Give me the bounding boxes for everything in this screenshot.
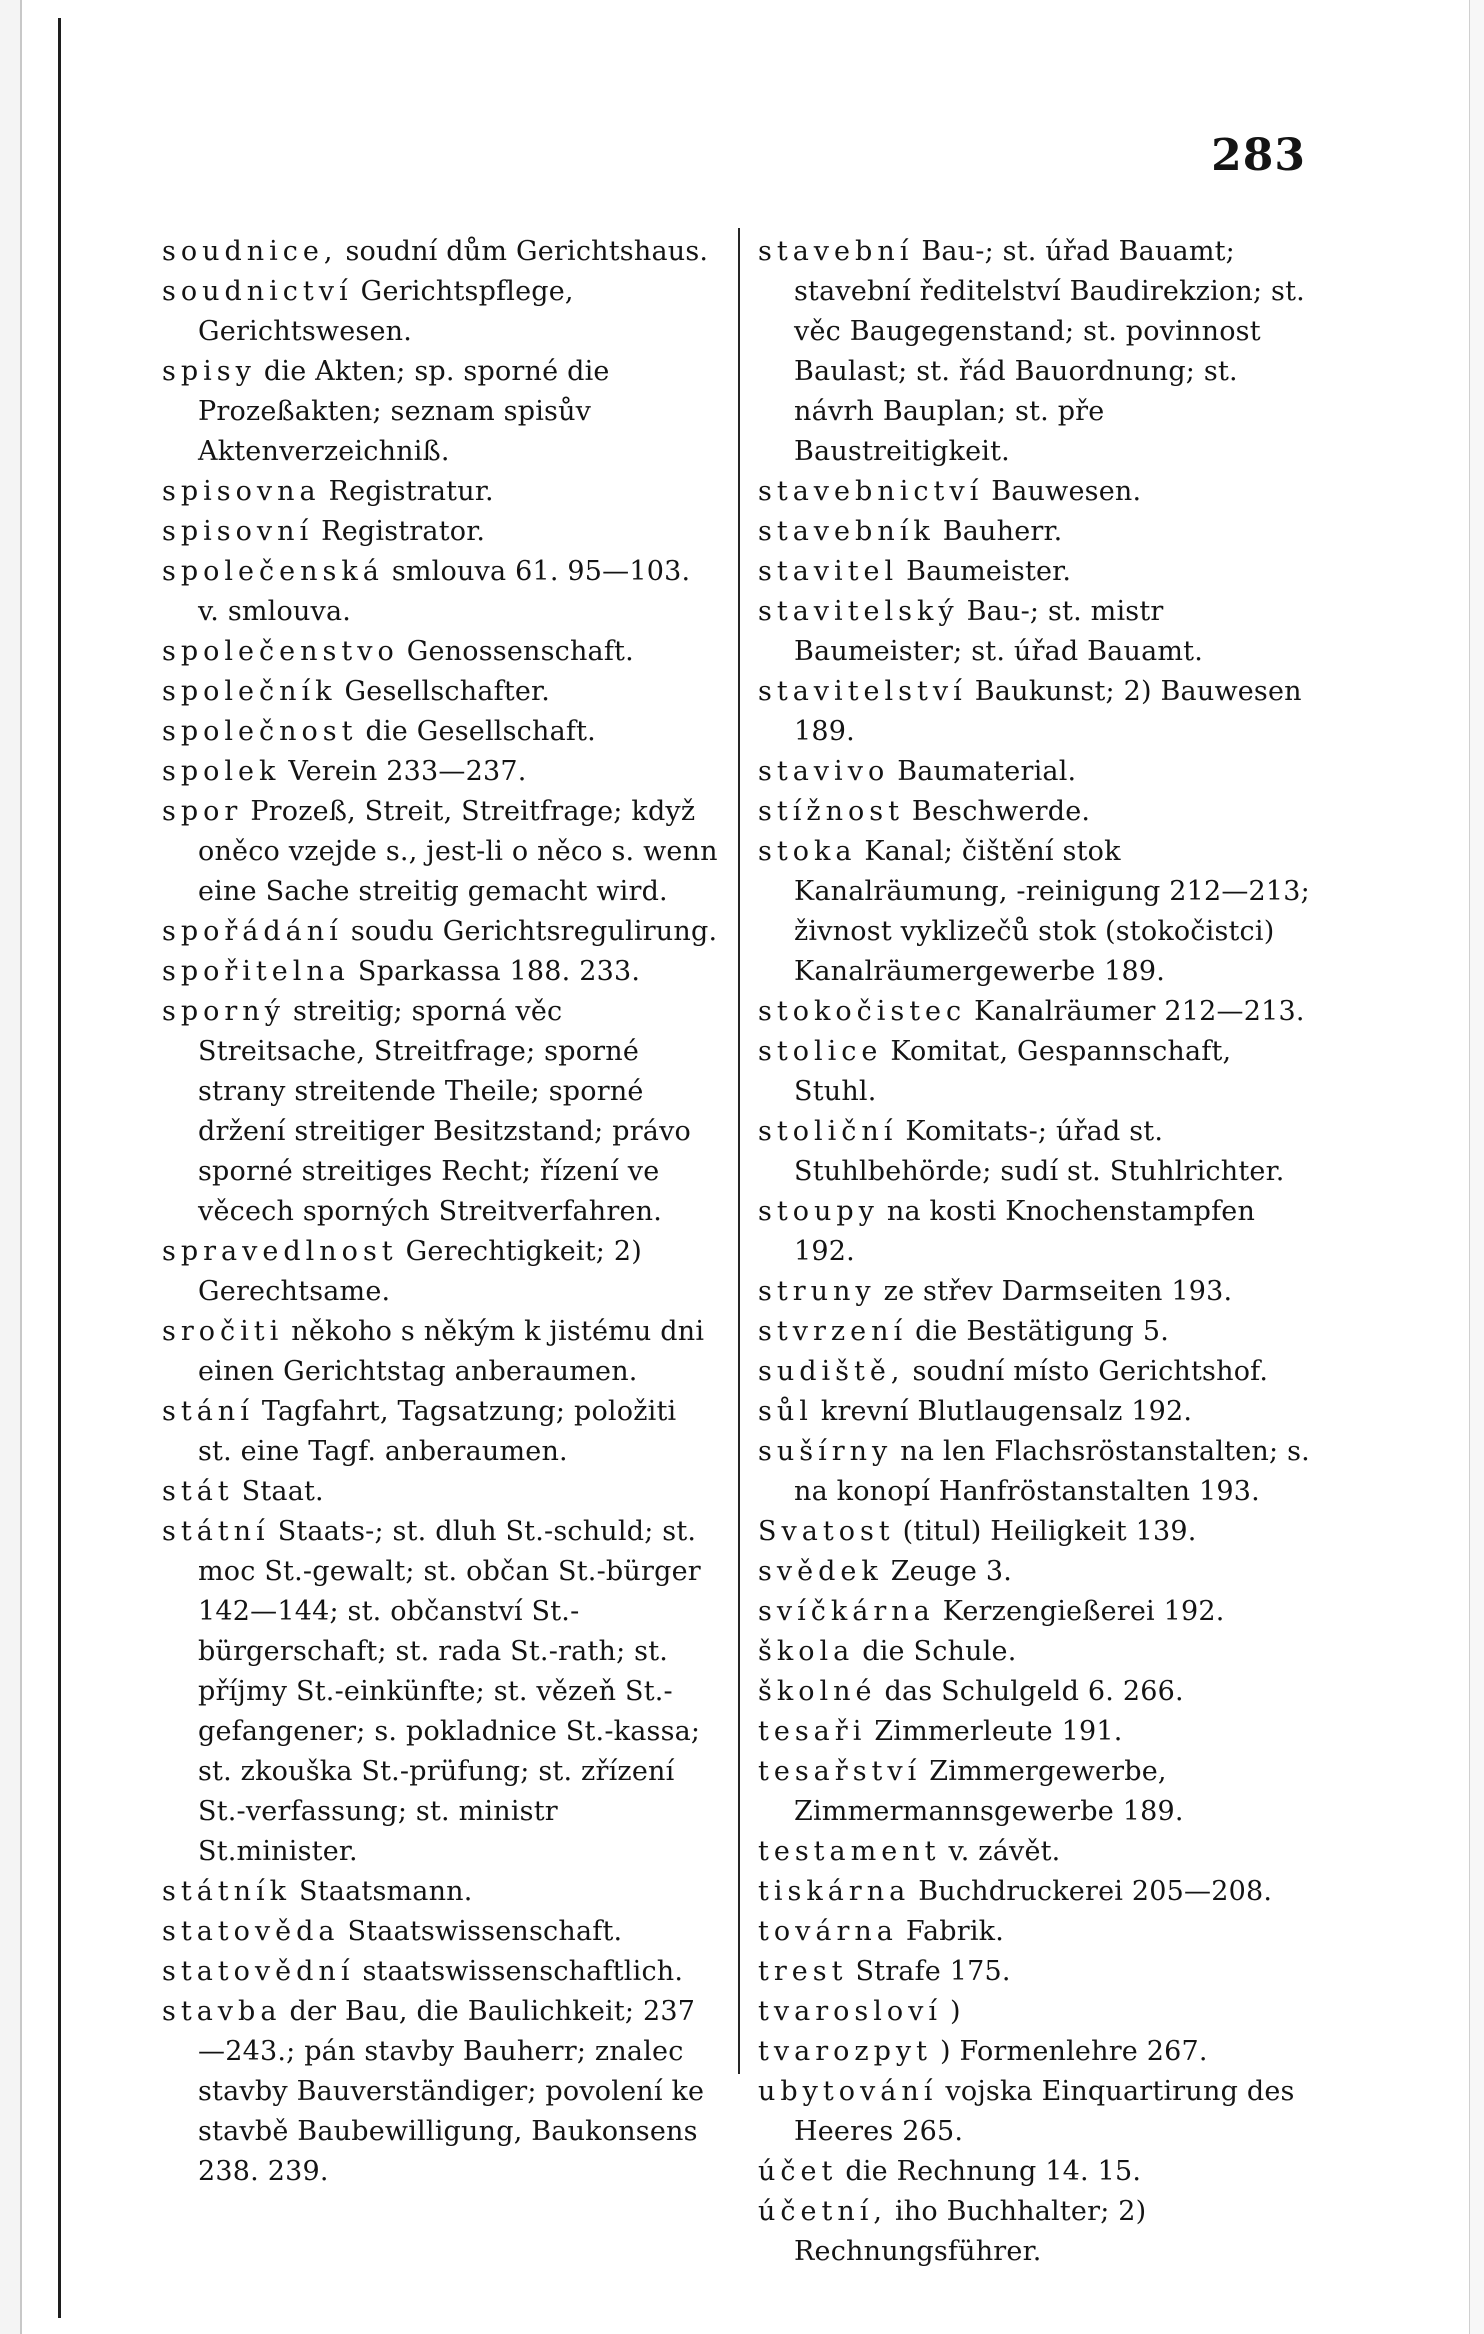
entry-headword: spisovní <box>162 516 314 547</box>
entry-gloss: Zimmergewerbe, Zimmermannsgewerbe 189. <box>794 1756 1184 1827</box>
entry-gloss: Baukunst; 2) Bauwesen 189. <box>794 676 1302 747</box>
entry-gloss: ) <box>950 1996 961 2027</box>
entry-headword: stavba <box>162 1996 282 2027</box>
entry-headword: spořádání <box>162 916 343 947</box>
entry-headword: tesaři <box>758 1716 867 1747</box>
entry-headword: stavitel <box>758 556 899 587</box>
entry-gloss: die Akten; sp. sporné die Prozeßakten; seznam spisův Aktenverzeichniß. <box>198 356 610 467</box>
entry-headword: spisy <box>162 356 256 387</box>
entry-gloss: Bau-; st. mistr Baumeister; st. úřad Bauamt. <box>794 596 1204 667</box>
dictionary-entry <box>758 672 1314 752</box>
entry-headword: spor <box>162 796 243 827</box>
entry-headword: stavitelství <box>758 676 967 707</box>
entry-gloss: die Bestätigung 5. <box>915 1316 1169 1347</box>
dictionary-entry <box>162 352 718 472</box>
dictionary-entry <box>758 2152 1314 2192</box>
entry-headword: statověda <box>162 1916 340 1947</box>
entry-headword: tesařství <box>758 1756 922 1787</box>
dictionary-entry <box>758 1752 1314 1832</box>
dictionary-entry <box>758 232 1314 472</box>
entry-headword: stavebník <box>758 516 935 547</box>
entry-gloss: Beschwerde. <box>911 796 1091 827</box>
entry-headword: sročiti <box>162 1316 284 1347</box>
dictionary-entry <box>758 1392 1314 1432</box>
entry-gloss: Gerechtigkeit; 2) Gerechtsame. <box>198 1236 642 1307</box>
entry-gloss: Tagfahrt, Tagsatzung; položiti st. eine Tagf. anberaumen. <box>198 1396 677 1467</box>
dictionary-entry <box>758 792 1314 832</box>
entry-gloss: Gesellschafter. <box>344 676 550 707</box>
dictionary-entry <box>758 1272 1314 1312</box>
entry-headword: ubytování <box>758 2076 938 2107</box>
entry-headword: škola <box>758 1636 855 1667</box>
dictionary-entry <box>162 1392 718 1472</box>
entry-gloss: Buchdruckerei 205—208. <box>918 1876 1273 1907</box>
entry-gloss: staatswissenschaftlich. <box>362 1956 684 1987</box>
right-column <box>758 232 1314 2272</box>
dictionary-entry <box>758 1112 1314 1192</box>
dictionary-entry <box>758 1312 1314 1352</box>
entry-headword: stoka <box>758 836 857 867</box>
entry-gloss: Verein 233—237. <box>288 756 527 787</box>
dictionary-entry <box>758 1032 1314 1112</box>
dictionary-entry <box>758 472 1314 512</box>
entry-headword: stání <box>162 1396 254 1427</box>
entry-gloss: soudní místo Gerichtshof. <box>912 1356 1269 1387</box>
entry-gloss: Staatsmann. <box>299 1876 473 1907</box>
entry-gloss: na len Flachsröstanstalten; s. na konopí Hanfröstanstalten 193. <box>794 1436 1310 1507</box>
entry-gloss: ze střev Darmseiten 193. <box>883 1276 1233 1307</box>
entry-headword: stoupy <box>758 1196 879 1227</box>
entry-headword: sudiště, <box>758 1356 905 1387</box>
left-column <box>162 232 718 2192</box>
entry-gloss: ) Formenlehre 267. <box>939 2036 1208 2067</box>
entry-headword: soudnictví <box>162 276 353 307</box>
dictionary-entry <box>758 2192 1314 2272</box>
entry-headword: tvarosloví <box>758 1996 942 2027</box>
dictionary-entry <box>162 552 718 632</box>
dictionary-entry <box>758 1352 1314 1392</box>
entry-headword: stavební <box>758 236 914 267</box>
entry-gloss: Zeuge 3. <box>890 1556 1013 1587</box>
entry-headword: společenstvo <box>162 636 399 667</box>
dictionary-entry <box>758 1432 1314 1512</box>
entry-gloss: Genossenschaft. <box>406 636 634 667</box>
entry-gloss: Komitat, Gespannschaft, Stuhl. <box>794 1036 1232 1107</box>
entry-headword: sušírny <box>758 1436 893 1467</box>
entry-headword: stát <box>162 1476 234 1507</box>
entry-headword: svědek <box>758 1556 883 1587</box>
entry-headword: trest <box>758 1956 848 1987</box>
dictionary-entry <box>758 1952 1314 1992</box>
entry-gloss: streitig; sporná věc Streitsache, Streitfrage; sporné strany streitende Theile; sporné držení streitiger Besitzstand; právo sporné streitiges Recht; řízení ve věcech sporných Streitverfahren. <box>198 996 692 1227</box>
margin-rule <box>58 18 61 2318</box>
dictionary-entry <box>162 472 718 512</box>
dictionary-entry <box>758 552 1314 592</box>
entry-headword: společenská <box>162 556 384 587</box>
dictionary-entry <box>162 1312 718 1392</box>
entry-gloss: Registratur. <box>328 476 494 507</box>
entry-headword: stolice <box>758 1036 883 1067</box>
dictionary-entry <box>162 1992 718 2192</box>
entry-headword: spořitelna <box>162 956 350 987</box>
entry-gloss: die Rechnung 14. 15. <box>845 2156 1142 2187</box>
entry-gloss: Baumeister. <box>906 556 1072 587</box>
dictionary-entry <box>162 232 718 272</box>
entry-gloss: Kerzengießerei 192. <box>942 1596 1225 1627</box>
entry-gloss: vojska Einquartirung des Heeres 265. <box>794 2076 1295 2147</box>
dictionary-entry <box>162 1472 718 1512</box>
dictionary-entry <box>162 1912 718 1952</box>
dictionary-entry <box>758 592 1314 672</box>
entry-headword: stavivo <box>758 756 890 787</box>
dictionary-entry <box>162 672 718 712</box>
entry-headword: spolek <box>162 756 281 787</box>
entry-headword: stížnost <box>758 796 904 827</box>
entry-headword: spravedlnost <box>162 1236 398 1267</box>
entry-headword: statovědní <box>162 1956 355 1987</box>
entry-gloss: Bauherr. <box>942 516 1063 547</box>
dictionary-entry <box>162 912 718 952</box>
entry-gloss: Staatswissenschaft. <box>347 1916 623 1947</box>
entry-gloss: Staat. <box>241 1476 324 1507</box>
dictionary-entry <box>162 1872 718 1912</box>
entry-gloss: (titul) Heiligkeit 139. <box>902 1516 1197 1547</box>
entry-gloss: das Schulgeld 6. 266. <box>884 1676 1184 1707</box>
entry-headword: sůl <box>758 1396 813 1427</box>
dictionary-entry <box>758 1512 1314 1552</box>
entry-gloss: Prozeß, Streit, Streitfrage; když oněco vzejde s., jest-li o něco s. wenn eine Sache streitig gemacht wird. <box>198 796 718 907</box>
entry-headword: stoliční <box>758 1116 898 1147</box>
column-divider <box>738 228 740 2074</box>
entry-headword: tiskárna <box>758 1876 911 1907</box>
entry-headword: stokočistec <box>758 996 967 1027</box>
dictionary-entry <box>162 792 718 912</box>
entry-gloss: die Schule. <box>862 1636 1017 1667</box>
entry-gloss: Strafe 175. <box>855 1956 1011 1987</box>
entry-gloss: der Bau, die Baulichkeit; 237—243.; pán stavby Bauherr; znalec stavby Bauverständiger; povolení ke stavbě Baubewilligung, Baukonsens 238. 239. <box>198 1996 705 2187</box>
dictionary-entry <box>758 1712 1314 1752</box>
dictionary-entry <box>758 752 1314 792</box>
entry-headword: státní <box>162 1516 270 1547</box>
entry-headword: účetní, <box>758 2196 887 2227</box>
entry-headword: společník <box>162 676 337 707</box>
entry-headword: státník <box>162 1876 292 1907</box>
dictionary-entry <box>758 1912 1314 1952</box>
entry-gloss: smlouva 61. 95—103. v. smlouva. <box>198 556 691 627</box>
entry-gloss: iho Buchhalter; 2) Rechnungsführer. <box>794 2196 1147 2267</box>
dictionary-entry <box>162 512 718 552</box>
dictionary-entry <box>758 832 1314 992</box>
dictionary-entry <box>162 1952 718 1992</box>
dictionary-entry <box>162 272 718 352</box>
entry-headword: společnost <box>162 716 358 747</box>
dictionary-entry <box>758 512 1314 552</box>
entry-headword: účet <box>758 2156 838 2187</box>
dictionary-entry <box>162 752 718 792</box>
page-edge-right <box>1469 0 1484 2334</box>
entry-gloss: Kanalräumer 212—213. <box>974 996 1305 1027</box>
entry-gloss: Fabrik. <box>905 1916 1005 1947</box>
dictionary-entry <box>758 1552 1314 1592</box>
entry-headword: stavitelský <box>758 596 959 627</box>
entry-headword: struny <box>758 1276 876 1307</box>
dictionary-entry <box>162 712 718 752</box>
entry-headword: Svatost <box>758 1516 895 1547</box>
dictionary-entry <box>162 632 718 672</box>
entry-gloss: někoho s někým k jistému dni einen Gerichtstag anberaumen. <box>198 1316 705 1387</box>
page-number: 283 <box>1211 130 1306 181</box>
dictionary-entry <box>162 1512 718 1872</box>
entry-headword: továrna <box>758 1916 898 1947</box>
entry-headword: soudnice, <box>162 236 338 267</box>
entry-gloss: Staats-; st. dluh St.-schuld; st. moc St.-gewalt; st. občan St.-bürger 142—144; st. občanství St.-bürgerschaft; st. rada St.-rath; st. příjmy St.-einkünfte; st. vězeň St.-gefangener; s. pokladnice St.-kassa; st. zkouška St.-prüfung; st. zřízení St.-verfassung; st. ministr St.minister. <box>198 1516 701 1867</box>
entry-gloss: krevní Blutlaugensalz 192. <box>820 1396 1193 1427</box>
dictionary-entry <box>758 1832 1314 1872</box>
entry-gloss: soudní dům Gerichtshaus. <box>345 236 709 267</box>
entry-gloss: Bau-; st. úřad Bauamt; stavební ředitelství Baudirekzion; st. věc Baugegenstand; st. povinnost Baulast; st. řád Bauordnung; st. návrh Bauplan; st. pře Baustreitigkeit. <box>794 236 1305 467</box>
entry-gloss: Baumaterial. <box>897 756 1077 787</box>
dictionary-entry <box>162 1232 718 1312</box>
entry-gloss: Bauwesen. <box>991 476 1142 507</box>
entry-headword: sporný <box>162 996 285 1027</box>
dictionary-entry <box>758 2032 1314 2072</box>
entry-headword: spisovna <box>162 476 321 507</box>
entry-gloss: die Gesellschaft. <box>365 716 596 747</box>
dictionary-entry <box>162 992 718 1232</box>
entry-gloss: Kanal; čištění stok Kanalräumung, -reinigung 212—213; živnost vyklizečů stok (stokočistci) Kanalräumergewerbe 189. <box>794 836 1310 987</box>
entry-gloss: v. závět. <box>948 1836 1061 1867</box>
dictionary-entry <box>758 1632 1314 1672</box>
entry-headword: stvrzení <box>758 1316 908 1347</box>
page-edge-left <box>0 0 22 2334</box>
entry-gloss: Registrator. <box>321 516 486 547</box>
dictionary-entry <box>758 1872 1314 1912</box>
entry-gloss: na kosti Knochenstampfen 192. <box>794 1196 1256 1267</box>
dictionary-entry <box>758 2072 1314 2152</box>
entry-headword: testament <box>758 1836 941 1867</box>
entry-gloss: Komitats-; úřad st. Stuhlbehörde; sudí st. Stuhlrichter. <box>794 1116 1285 1187</box>
entry-headword: stavebnictví <box>758 476 984 507</box>
dictionary-entry <box>758 1192 1314 1272</box>
dictionary-entry <box>758 1592 1314 1632</box>
dictionary-entry <box>162 952 718 992</box>
entry-headword: školné <box>758 1676 877 1707</box>
entry-gloss: Zimmerleute 191. <box>874 1716 1123 1747</box>
dictionary-entry <box>758 1672 1314 1712</box>
entry-gloss: soudu Gerichtsregulirung. <box>350 916 718 947</box>
entry-gloss: Sparkassa 188. 233. <box>357 956 641 987</box>
entry-gloss: Gerichtspflege, Gerichtswesen. <box>198 276 574 347</box>
entry-headword: tvarozpyt <box>758 2036 932 2067</box>
dictionary-entry <box>758 1992 1314 2032</box>
dictionary-entry <box>758 992 1314 1032</box>
entry-headword: svíčkárna <box>758 1596 935 1627</box>
